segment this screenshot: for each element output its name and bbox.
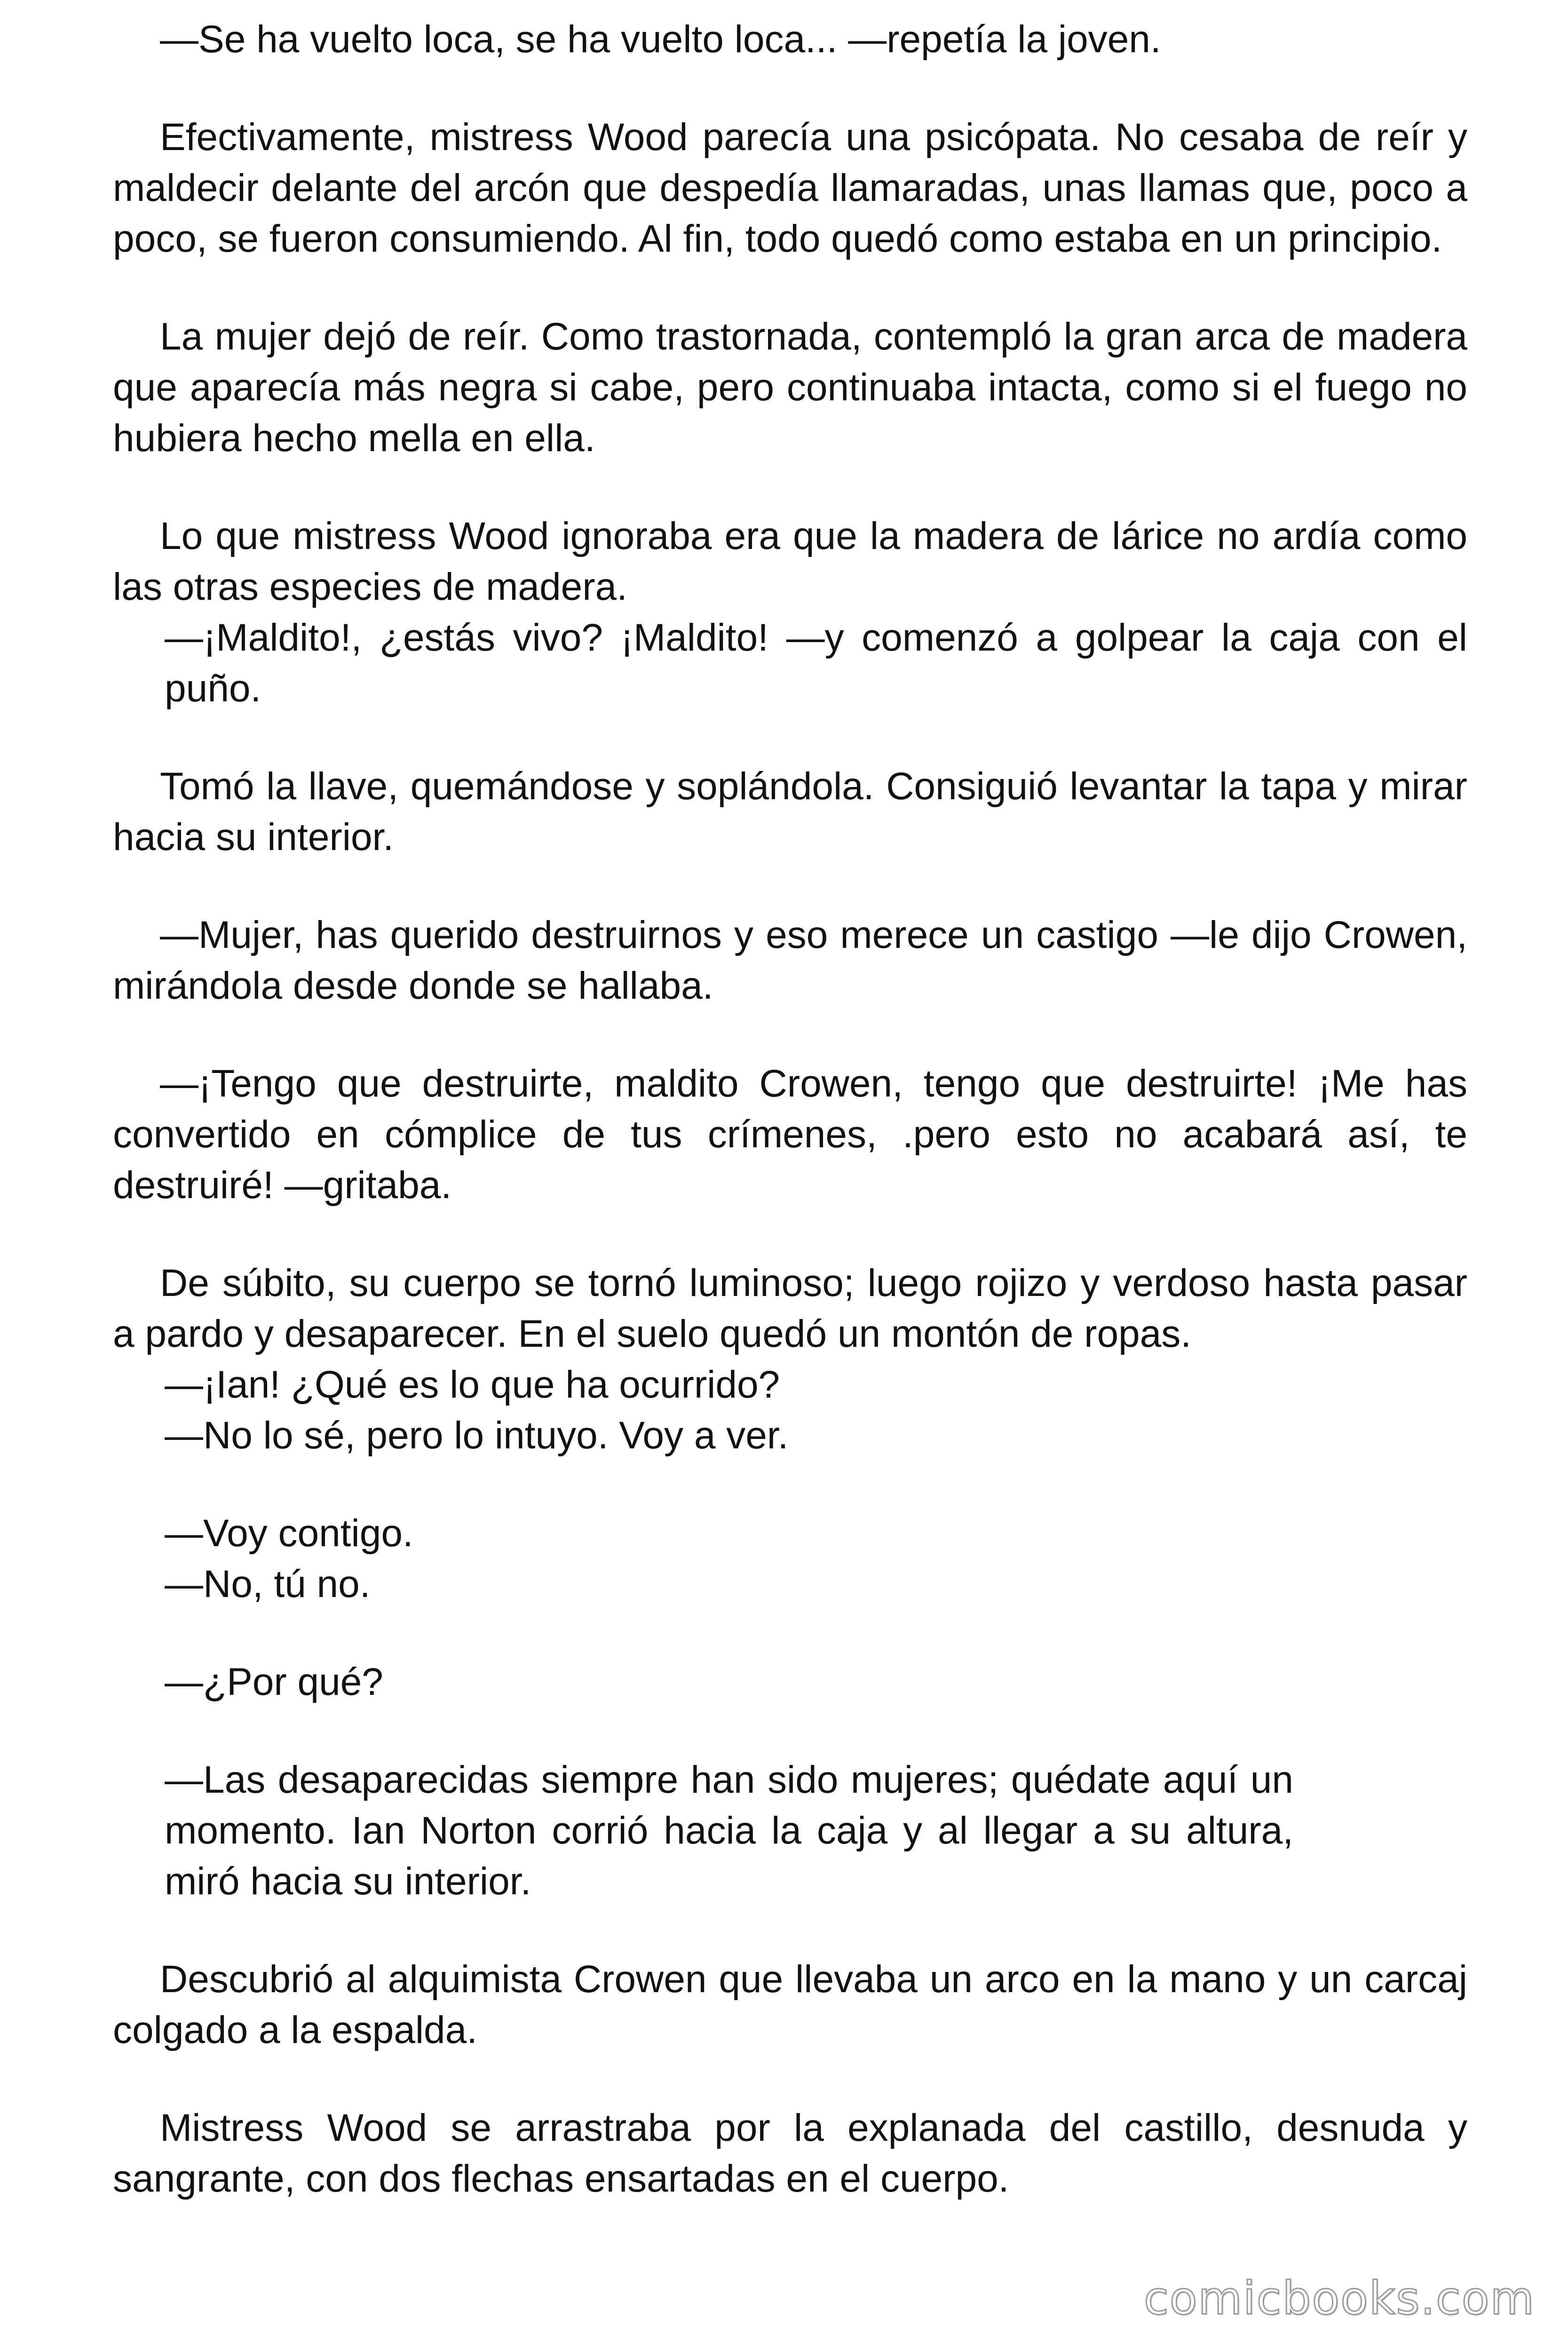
paragraph-4: Lo que mistress Wood ignoraba era que la madera de lárice no ardía como las otras especies de madera. bbox=[113, 515, 1467, 608]
paragraph-9: De súbito, su cuerpo se tornó luminoso; luego rojizo y verdoso hasta pasar a pardo y desaparecer. En el suelo quedó un montón de ropas. bbox=[113, 1262, 1467, 1355]
paragraph-12: Mistress Wood se arrastraba por la explanada del castillo, desnuda y sangrante, con dos flechas ensartadas en el cuerpo. bbox=[113, 2106, 1467, 2200]
paragraph-1: —Se ha vuelto loca, se ha vuelto loca... —repetía la joven. bbox=[160, 18, 1161, 61]
paragraph-8: —¡Tengo que destruirte, maldito Crowen, tengo que destruirte! ¡Me has convertido en cómplice de tus crímenes, .pero esto no acabará así, te destruiré! —gritaba. bbox=[113, 1062, 1467, 1207]
paragraph-7: —Mujer, has querido destruirnos y eso merece un castigo —le dijo Crowen, mirándola desde donde se hallaba. bbox=[113, 914, 1467, 1007]
dialogue-line-3: —Voy contigo. bbox=[165, 1512, 413, 1555]
dialogue-line-1: —¡Ian! ¿Qué es lo que ha ocurrido? bbox=[165, 1363, 780, 1406]
watermark-logo: comicbooks.com bbox=[1143, 2272, 1535, 2325]
page-body bbox=[113, 14, 1467, 2204]
dialogue-line-4: —No, tú no. bbox=[165, 1563, 371, 1605]
dialogue-line-5: —¿Por qué? bbox=[165, 1661, 383, 1703]
paragraph-11: Descubrió al alquimista Crowen que llevaba un arco en la mano y un carcaj colgado a la espalda. bbox=[113, 1958, 1467, 2051]
paragraph-6: Tomó la llave, quemándose y soplándola. Consiguió levantar la tapa y mirar hacia su interior. bbox=[113, 765, 1467, 858]
paragraph-5: —¡Maldito!, ¿estás vivo? ¡Maldito! —y comenzó a golpear la caja con el puño. bbox=[165, 616, 1467, 710]
paragraph-2: Efectivamente, mistress Wood parecía una psicópata. No cesaba de reír y maldecir delante del arcón que despedía llamaradas, unas llamas que, poco a poco, se fueron consumiendo. Al fin, todo quedó como estaba en un principio. bbox=[113, 116, 1467, 260]
dialogue-line-2: —No lo sé, pero lo intuyo. Voy a ver. bbox=[165, 1414, 789, 1457]
paragraph-10: —Las desaparecidas siempre han sido mujeres; quédate aquí un momento. Ian Norton corrió hacia la caja y al llegar a su altura, miró hacia su interior. bbox=[165, 1758, 1293, 1903]
paragraph-3: La mujer dejó de reír. Como trastornada, contempló la gran arca de madera que aparecía más negra si cabe, pero continuaba intacta, como si el fuego no hubiera hecho mella en ella. bbox=[113, 315, 1467, 460]
